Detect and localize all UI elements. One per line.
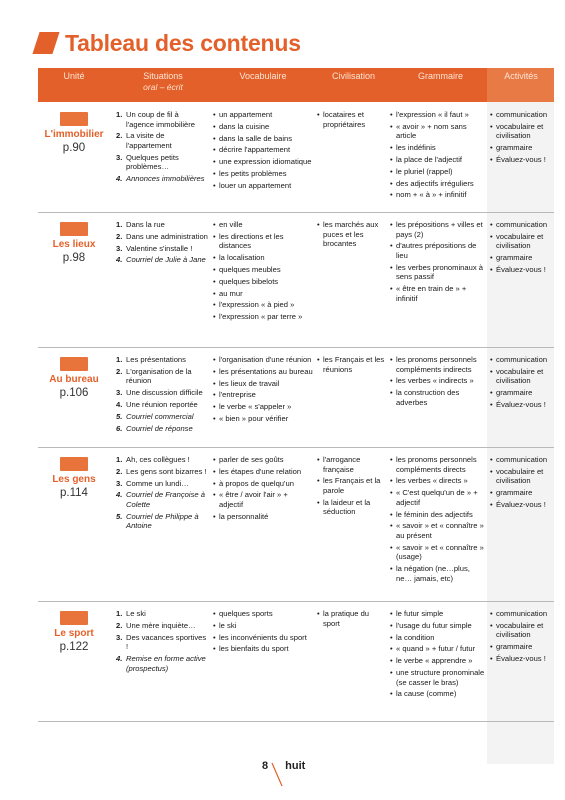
vocabulaire-item: • « bien » pour vérifier [213, 414, 313, 424]
vocabulaire-item: • parler de ses goûts [213, 455, 313, 465]
activites-item: • grammaire [490, 143, 552, 153]
situation-number: 1. [116, 455, 123, 464]
situation-text: Annonces immobilières [126, 174, 205, 184]
grammaire-item: • l'usage du futur simple [390, 621, 486, 631]
situation-item [116, 244, 208, 254]
situation-text: Courriel commercial [126, 411, 194, 421]
header-situations [118, 71, 208, 93]
situations-cell [116, 455, 208, 533]
grammaire-item: • « savoir » et « connaître » au présent [390, 521, 486, 540]
activites-item: • communication [490, 110, 552, 120]
header-situations-sub: oral – écrit [143, 82, 183, 92]
grammaire-item: • la cause (comme) [390, 689, 486, 699]
activites-cell [490, 609, 552, 666]
situation-item [116, 412, 208, 422]
situations-cell [116, 355, 208, 435]
vocabulaire-item: • les inconvénients du sport [213, 633, 313, 643]
civilisation-item: • les Français et les réunions [317, 355, 387, 374]
title-block [36, 26, 301, 60]
situation-text: Une réunion reportée [126, 399, 198, 409]
vocabulaire-item: • dans la cuisine [213, 122, 313, 132]
vocabulaire-item: • le verbe « s'appeler » [213, 402, 313, 412]
situation-item [116, 388, 208, 398]
activites-item: • grammaire [490, 642, 552, 652]
grammaire-item: • les pronoms personnels compléments directs [390, 455, 486, 474]
situation-text: Le ski [126, 609, 146, 618]
vocabulaire-item: • en ville [213, 220, 313, 230]
grammaire-cell [390, 355, 486, 410]
vocabulaire-item: • « être / avoir l'air » + adjectif [213, 490, 313, 509]
vocabulaire-item: • les présentations au bureau [213, 367, 313, 377]
situation-item [116, 424, 208, 434]
situation-item [116, 479, 208, 489]
situation-text: Valentine s'installe ! [126, 243, 193, 253]
header-situations-label: Situations [143, 71, 183, 81]
vocabulaire-item: • les étapes d'une relation [213, 467, 313, 477]
unit-name: Les lieux [52, 239, 96, 250]
vocabulaire-item: • dans la salle de bains [213, 134, 313, 144]
situation-number: 4. [116, 399, 123, 409]
activites-item: • grammaire [490, 388, 552, 398]
activites-item: • vocabulaire et civilisation [490, 621, 552, 640]
grammaire-cell [390, 609, 486, 701]
civilisation-cell [317, 220, 387, 251]
vocabulaire-item: • l'expression « à pied » [213, 300, 313, 310]
grammaire-item: • « C'est quelqu'un de » + adjectif [390, 488, 486, 507]
situation-number: 1. [116, 110, 123, 119]
situation-item [116, 220, 208, 230]
vocabulaire-cell [213, 609, 313, 656]
table-row [38, 102, 554, 213]
situation-text: L'organisation de la réunion [126, 366, 192, 386]
situation-item [116, 621, 208, 631]
situation-text: Les gens sont bizarres ! [126, 466, 207, 476]
vocabulaire-item: • quelques meubles [213, 265, 313, 275]
situation-text: Des vacances sportives ! [126, 632, 207, 652]
situation-text: Un coup de fil à l'agence immobilière [126, 110, 195, 129]
vocabulaire-item: • quelques bibelots [213, 277, 313, 287]
activites-item: • communication [490, 220, 552, 230]
activites-item: • vocabulaire et civilisation [490, 232, 552, 251]
civilisation-item: • les Français et la parole [317, 476, 387, 495]
situation-number: 3. [116, 243, 123, 253]
situation-item [116, 400, 208, 410]
grammaire-item: • d'autres prépositions de lieu [390, 241, 486, 260]
table-row [38, 347, 554, 448]
unit-badge-icon [60, 222, 88, 236]
grammaire-item: • nom + « à » + infinitif [390, 190, 486, 200]
grammaire-item: • la place de l'adjectif [390, 155, 486, 165]
activites-item: • vocabulaire et civilisation [490, 367, 552, 386]
situation-item [116, 490, 208, 509]
unit-page: p.106 [59, 387, 89, 399]
vocabulaire-item: • l'organisation d'une réunion [213, 355, 313, 365]
civilisation-cell [317, 609, 387, 630]
grammaire-item: • les verbes pronominaux à sens passif [390, 263, 486, 282]
vocabulaire-item: • un appartement [213, 110, 313, 120]
activites-cell [490, 220, 552, 277]
situation-text: Remise en forme active (prospectus) [126, 653, 206, 673]
vocabulaire-item: • les directions et les distances [213, 232, 313, 251]
situation-number: 4. [116, 174, 123, 184]
grammaire-cell [390, 220, 486, 306]
vocabulaire-cell [213, 220, 313, 324]
situation-text: Quelques petits problèmes… [126, 152, 179, 172]
situation-number: 3. [116, 478, 123, 488]
vocabulaire-item: • l'entreprise [213, 390, 313, 400]
situation-item [116, 367, 208, 386]
unit-page: p.98 [62, 252, 86, 264]
situation-number: 2. [116, 466, 123, 476]
unit-name: Au bureau [49, 374, 99, 385]
grammaire-item: • « quand » + futur / futur [390, 644, 486, 654]
header-unite: Unité [63, 71, 85, 81]
unit-badge-icon [60, 357, 88, 371]
activites-item: • Évaluez-vous ! [490, 500, 552, 510]
situations-cell [116, 110, 208, 186]
situation-number: 4. [116, 653, 123, 663]
civilisation-cell [317, 110, 387, 131]
situation-item [116, 174, 208, 184]
situation-number: 5. [116, 411, 123, 421]
vocabulaire-item: • quelques sports [213, 609, 313, 619]
situation-item [116, 654, 208, 673]
vocabulaire-cell [213, 355, 313, 426]
situation-item [116, 110, 208, 129]
vocabulaire-item: • décrire l'appartement [213, 145, 313, 155]
unit-cell [38, 222, 110, 265]
situation-number: 3. [116, 632, 123, 642]
activites-item: • communication [490, 609, 552, 619]
grammaire-item: • les prépositions + villes et pays (2) [390, 220, 486, 239]
grammaire-item: • des adjectifs irréguliers [390, 179, 486, 189]
activites-item: • grammaire [490, 253, 552, 263]
situation-item [116, 455, 208, 465]
situation-text: Dans la rue [126, 220, 165, 229]
situations-cell [116, 220, 208, 267]
unit-page: p.122 [59, 641, 89, 653]
grammaire-cell [390, 110, 486, 202]
activites-item: • communication [490, 355, 552, 365]
grammaire-item: • le pluriel (rappel) [390, 167, 486, 177]
situation-item [116, 255, 208, 265]
grammaire-cell [390, 455, 486, 585]
situation-number: 6. [116, 423, 123, 433]
situation-number: 1. [116, 609, 123, 618]
situation-number: 3. [116, 152, 123, 162]
unit-page: p.114 [60, 487, 88, 499]
page-word: huit [285, 760, 306, 772]
unit-badge-icon [60, 457, 88, 471]
grammaire-item: • une structure pronominale (se casser le bras) [390, 668, 486, 687]
activites-item: • Évaluez-vous ! [490, 400, 552, 410]
civilisation-cell [317, 455, 387, 519]
unit-name: L'immobilier [44, 129, 104, 140]
situation-item [116, 633, 208, 652]
situation-text: Les présentations [126, 355, 186, 364]
page-footer [262, 760, 305, 788]
grammaire-item: • « être en train de » + infinitif [390, 284, 486, 303]
situations-cell [116, 609, 208, 675]
page-number: 8 [262, 760, 269, 772]
civilisation-item: • la pratique du sport [317, 609, 387, 628]
situation-text: Une discussion difficile [126, 388, 203, 398]
unit-name: Les gens [52, 474, 96, 485]
vocabulaire-item: • au mur [213, 289, 313, 299]
situation-text: Courriel de Julie à Jane [126, 255, 206, 265]
grammaire-item: • les indéfinis [390, 143, 486, 153]
situation-item [116, 153, 208, 172]
situation-text: Courriel de réponse [126, 423, 193, 433]
situation-text: Courriel de Françoise à Colette [126, 490, 205, 509]
situation-text: Dans une administration [126, 231, 208, 241]
table-header [38, 68, 554, 102]
title-marker-icon [32, 32, 59, 54]
situation-number: 1. [116, 220, 123, 229]
vocabulaire-item: • l'expression « par terre » [213, 312, 313, 322]
civilisation-item: • locataires et propriétaires [317, 110, 387, 129]
situation-item [116, 512, 208, 531]
vocabulaire-cell [213, 110, 313, 192]
civilisation-item: • les marchés aux puces et les brocantes [317, 220, 387, 249]
grammaire-item: • « avoir » + nom sans article [390, 122, 486, 141]
situation-text: Comme un lundi… [126, 478, 189, 488]
situation-item [116, 609, 208, 619]
activites-item: • communication [490, 455, 552, 465]
situation-number: 1. [116, 355, 123, 364]
vocabulaire-item: • les lieux de travail [213, 379, 313, 389]
situation-number: 4. [116, 255, 123, 265]
grammaire-item: • la négation (ne…plus, ne… jamais, etc) [390, 564, 486, 583]
grammaire-item: • le verbe « apprendre » [390, 656, 486, 666]
grammaire-item: • le futur simple [390, 609, 486, 619]
situation-item [116, 131, 208, 150]
unit-cell [38, 611, 110, 654]
unit-cell [38, 112, 110, 155]
vocabulaire-item: • la localisation [213, 253, 313, 263]
civilisation-item: • la laideur et la séduction [317, 498, 387, 517]
situation-item [116, 467, 208, 477]
vocabulaire-item: • la personnalité [213, 512, 313, 522]
situation-text: Une mère inquiète… [126, 620, 196, 630]
vocabulaire-item: • une expression idiomatique [213, 157, 313, 167]
grammaire-item: • la condition [390, 633, 486, 643]
header-grammaire: Grammaire [417, 71, 463, 81]
page-title: Tableau des contenus [65, 29, 301, 56]
activites-cell [490, 355, 552, 412]
footer-slash-icon [270, 760, 284, 788]
situation-number: 2. [116, 231, 123, 241]
table-row [38, 601, 554, 722]
unit-page: p.90 [62, 142, 86, 154]
activites-cell [490, 110, 552, 167]
situation-number: 2. [116, 620, 123, 630]
situation-number: 2. [116, 131, 123, 141]
vocabulaire-item: • les petits problèmes [213, 169, 313, 179]
activites-item: • vocabulaire et civilisation [490, 467, 552, 486]
grammaire-item: • l'expression « il faut » [390, 110, 486, 120]
header-vocabulaire: Vocabulaire [239, 71, 287, 81]
vocabulaire-item: • les bienfaits du sport [213, 644, 313, 654]
grammaire-item: • « savoir » et « connaître » (usage) [390, 543, 486, 562]
unit-name: Le sport [54, 628, 94, 639]
activites-item: • Évaluez-vous ! [490, 654, 552, 664]
unit-badge-icon [60, 112, 88, 126]
civilisation-item: • l'arrogance française [317, 455, 387, 474]
activites-cell [490, 455, 552, 512]
activites-item: • grammaire [490, 488, 552, 498]
contents-table [38, 68, 554, 699]
grammaire-item: • la construction des adverbes [390, 388, 486, 407]
unit-cell [38, 357, 110, 400]
situation-text: Courriel de Philippe à Antoine [126, 511, 199, 531]
table-row [38, 447, 554, 602]
grammaire-item: • les pronoms personnels compléments indirects [390, 355, 486, 374]
vocabulaire-item: • le ski [213, 621, 313, 631]
vocabulaire-cell [213, 455, 313, 524]
header-civilisation: Civilisation [331, 71, 375, 81]
situation-item [116, 232, 208, 242]
activites-item: • Évaluez-vous ! [490, 265, 552, 275]
grammaire-item: • les verbes « directs » [390, 476, 486, 486]
activites-item: • Évaluez-vous ! [490, 155, 552, 165]
situation-text: Ah, ces collègues ! [126, 455, 190, 464]
unit-cell [38, 457, 110, 500]
situation-number: 5. [116, 511, 123, 521]
header-activites: Activités [504, 71, 538, 81]
table-row [38, 212, 554, 348]
activites-item: • vocabulaire et civilisation [490, 122, 552, 141]
grammaire-item: • les verbes « indirects » [390, 376, 486, 386]
situation-number: 4. [116, 490, 123, 500]
situation-item [116, 355, 208, 365]
vocabulaire-item: • à propos de quelqu'un [213, 479, 313, 489]
situation-text: La visite de l'appartement [126, 131, 172, 150]
situation-number: 3. [116, 388, 123, 398]
civilisation-cell [317, 355, 387, 376]
situation-number: 2. [116, 366, 123, 376]
grammaire-item: • le féminin des adjectifs [390, 510, 486, 520]
unit-badge-icon [60, 611, 88, 625]
vocabulaire-item: • louer un appartement [213, 181, 313, 191]
